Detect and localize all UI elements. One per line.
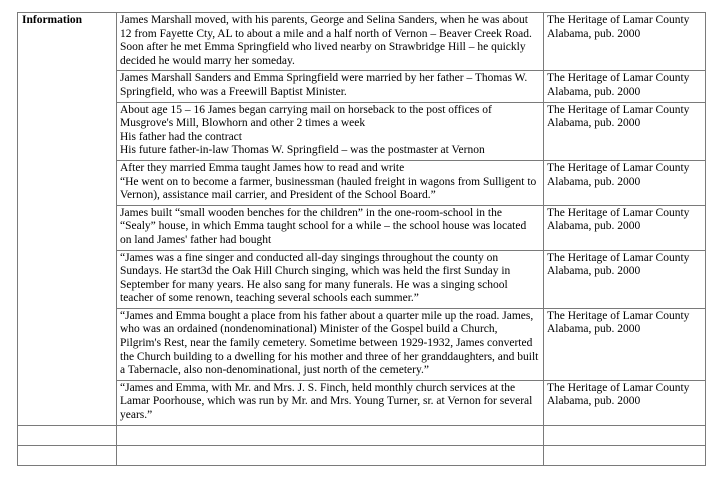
source-cell: The Heritage of Lamar County Alabama, pub. 2000 xyxy=(544,205,706,250)
info-line: His future father-in-law Thomas W. Springfield – was the postmaster at Vernon xyxy=(120,144,485,157)
info-text xyxy=(117,250,544,308)
row-label: Information xyxy=(18,13,117,426)
info-line: James built “small wooden benches for the children” in the one-room-school in the “Sealy” house, in which Emma taught school for a while – the school house was located on land James' father had bought xyxy=(120,206,527,246)
info-line: James Marshall Sanders and Emma Springfield were married by her father – Thomas W. Springfield, who was a Freewill Baptist Minister. xyxy=(120,72,528,98)
info-line: About age 15 – 16 James began carrying mail on horseback to the post offices of Musgrove's Mill, Blowhorn and other 2 times a week xyxy=(120,103,492,130)
info-text xyxy=(117,13,544,71)
source-cell: The Heritage of Lamar County Alabama, pub. 2000 xyxy=(544,71,706,102)
table-row xyxy=(18,380,706,425)
info-line: “He went on to become a farmer, businessman (hauled freight in wagons from Sulligent to Vernon), assistance mail carrier, and President of the School Board.” xyxy=(120,175,537,202)
info-line: His father had the contract xyxy=(120,130,242,143)
information-table xyxy=(17,12,706,466)
info-line: James Marshall moved, with his parents, George and Selina Sanders, when he was about 12 from Fayette Cty, AL to about a mile and a half north of Vernon – Beaver Creek Road. xyxy=(120,14,532,40)
empty-row xyxy=(18,445,706,465)
table-row xyxy=(18,205,706,250)
table-row xyxy=(18,71,706,102)
info-line: After they married Emma taught James how to read and write xyxy=(120,161,405,174)
table-row xyxy=(18,102,706,160)
info-text xyxy=(117,308,544,380)
info-text xyxy=(117,205,544,250)
source-cell: The Heritage of Lamar County Alabama, pub. 2000 xyxy=(544,102,706,160)
table-row xyxy=(18,250,706,308)
source-cell: The Heritage of Lamar County Alabama, pub. 2000 xyxy=(544,250,706,308)
source-cell: The Heritage of Lamar County Alabama, pub. 2000 xyxy=(544,308,706,380)
info-text xyxy=(117,71,544,102)
info-text xyxy=(117,380,544,425)
info-text xyxy=(117,160,544,205)
source-cell: The Heritage of Lamar County Alabama, pub. 2000 xyxy=(544,13,706,71)
empty-cell xyxy=(117,445,544,465)
empty-cell xyxy=(18,425,117,445)
info-line: Soon after he met Emma Springfield who lived nearby on Strawbridge Hill – he quickly decided he would marry her someday. xyxy=(120,41,526,67)
info-line: “James and Emma bought a place from his father about a quarter mile up the road. James, who was an ordained (nondenominational) Minister of the Gospel build a Church, Pilgrim's Rest, near the family cemetery. Sometime between 1929-1932, James converted the Church building to a dwelling for his mother and three of her granddaughters, and built a Tabernacle, also non-denominational, just north of the cemetery.” xyxy=(120,309,539,377)
source-cell: The Heritage of Lamar County Alabama, pub. 2000 xyxy=(544,160,706,205)
info-text xyxy=(117,102,544,160)
table-row xyxy=(18,160,706,205)
table-row xyxy=(18,308,706,380)
empty-cell xyxy=(117,425,544,445)
empty-cell xyxy=(544,425,706,445)
empty-cell xyxy=(18,445,117,465)
empty-row xyxy=(18,425,706,445)
source-cell: The Heritage of Lamar County Alabama, pub. 2000 xyxy=(544,380,706,425)
table-row xyxy=(18,13,706,71)
table-body xyxy=(18,13,706,466)
info-line: “James was a fine singer and conducted all-day singings throughout the county on Sundays. He start3d the Oak Hill Church singing, which was held the first Sunday in September for many years. He also sang for many funerals. He was a singing school teacher of some renown, teaching several schools each summer.” xyxy=(120,251,511,305)
empty-cell xyxy=(544,445,706,465)
info-line: “James and Emma, with Mr. and Mrs. J. S. Finch, held monthly church services at the Lamar Poorhouse, which was run by Mr. and Mrs. Young Turner, sr. at Vernon for several years.” xyxy=(120,381,533,422)
